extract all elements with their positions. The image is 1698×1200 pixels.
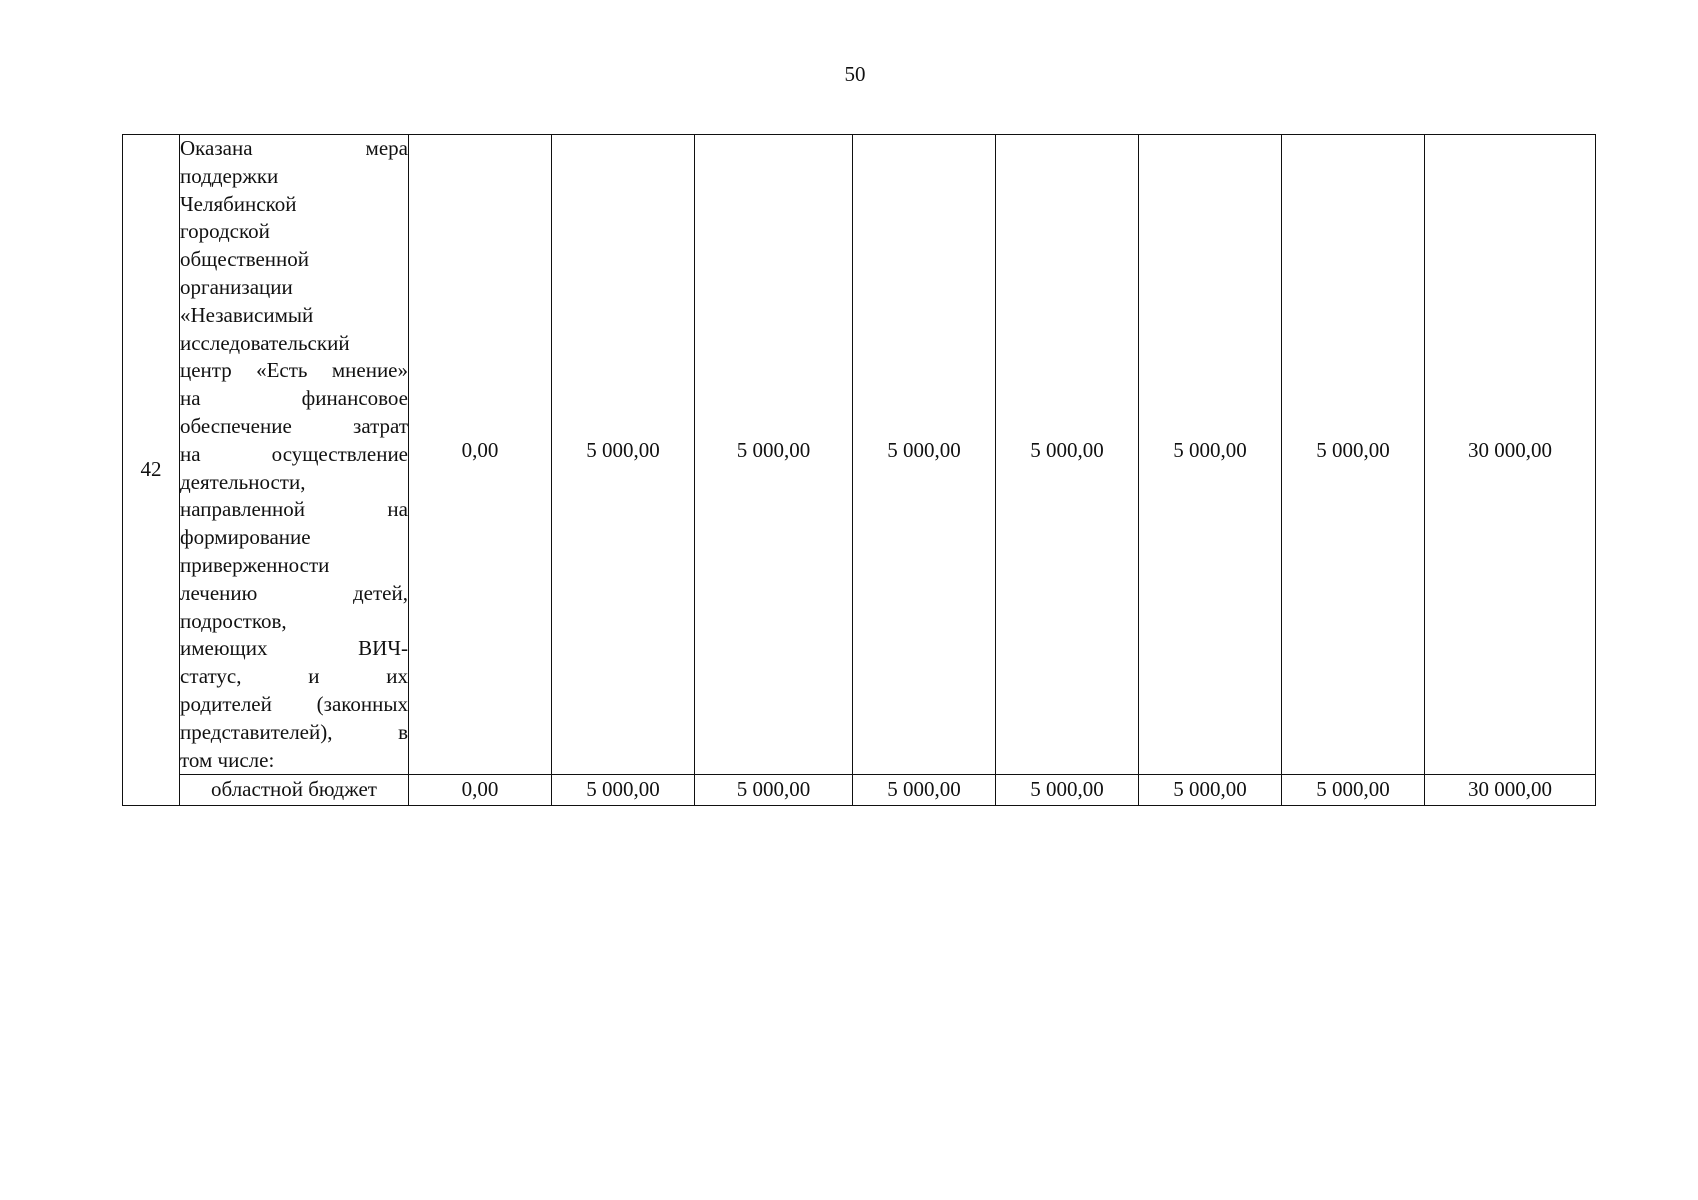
description-line: формирование [180, 525, 311, 550]
value-cell: 0,00 [409, 775, 552, 806]
value-cell: 5 000,00 [853, 135, 996, 775]
description-line: деятельности, [180, 469, 306, 494]
description-line: Оказана мера [180, 136, 408, 160]
budget-table [122, 134, 1596, 806]
table-row [123, 775, 1596, 806]
page-number: 50 [844, 62, 866, 86]
funding-source-label: областной бюджет [180, 775, 409, 806]
table-row [123, 135, 1596, 775]
description-line: представителей), в [180, 719, 408, 744]
description-line: исследовательский [180, 330, 350, 355]
description-cell [180, 135, 409, 775]
value-cell: 5 000,00 [1139, 135, 1282, 775]
total-value-cell: 30 000,00 [1425, 135, 1596, 775]
description-line: лечению детей, [180, 580, 408, 605]
value-cell: 0,00 [409, 135, 552, 775]
value-cell: 5 000,00 [996, 775, 1139, 806]
total-value-cell: 30 000,00 [1425, 775, 1596, 806]
description-line: обеспечение затрат [180, 413, 408, 438]
description-line: статус, и их [180, 664, 408, 689]
row-number-cell: 42 [123, 135, 180, 806]
description-line: подростков, [180, 608, 287, 633]
value-cell: 5 000,00 [853, 775, 996, 806]
description-line: родителей (законных [180, 691, 408, 716]
description-line: организации [180, 274, 293, 299]
description-line: на финансовое [180, 386, 408, 411]
description-line: Челябинской [180, 191, 297, 216]
value-cell: 5 000,00 [552, 775, 695, 806]
description-line: направленной на [180, 497, 408, 522]
description-line: центр «Есть мнение» [180, 358, 408, 383]
value-cell: 5 000,00 [1282, 135, 1425, 775]
description-line: том числе: [180, 747, 275, 772]
description-line: приверженности [180, 552, 330, 577]
description-line: поддержки [180, 163, 279, 188]
value-cell: 5 000,00 [1139, 775, 1282, 806]
value-cell: 5 000,00 [552, 135, 695, 775]
description-line: на осуществление [180, 441, 408, 466]
description-line: городской [180, 219, 270, 244]
value-cell: 5 000,00 [996, 135, 1139, 775]
description-line: «Независимый [180, 302, 314, 327]
value-cell: 5 000,00 [1282, 775, 1425, 806]
description-line: общественной [180, 247, 310, 272]
value-cell: 5 000,00 [695, 775, 853, 806]
value-cell: 5 000,00 [695, 135, 853, 775]
description-line: имеющих ВИЧ- [180, 636, 408, 661]
